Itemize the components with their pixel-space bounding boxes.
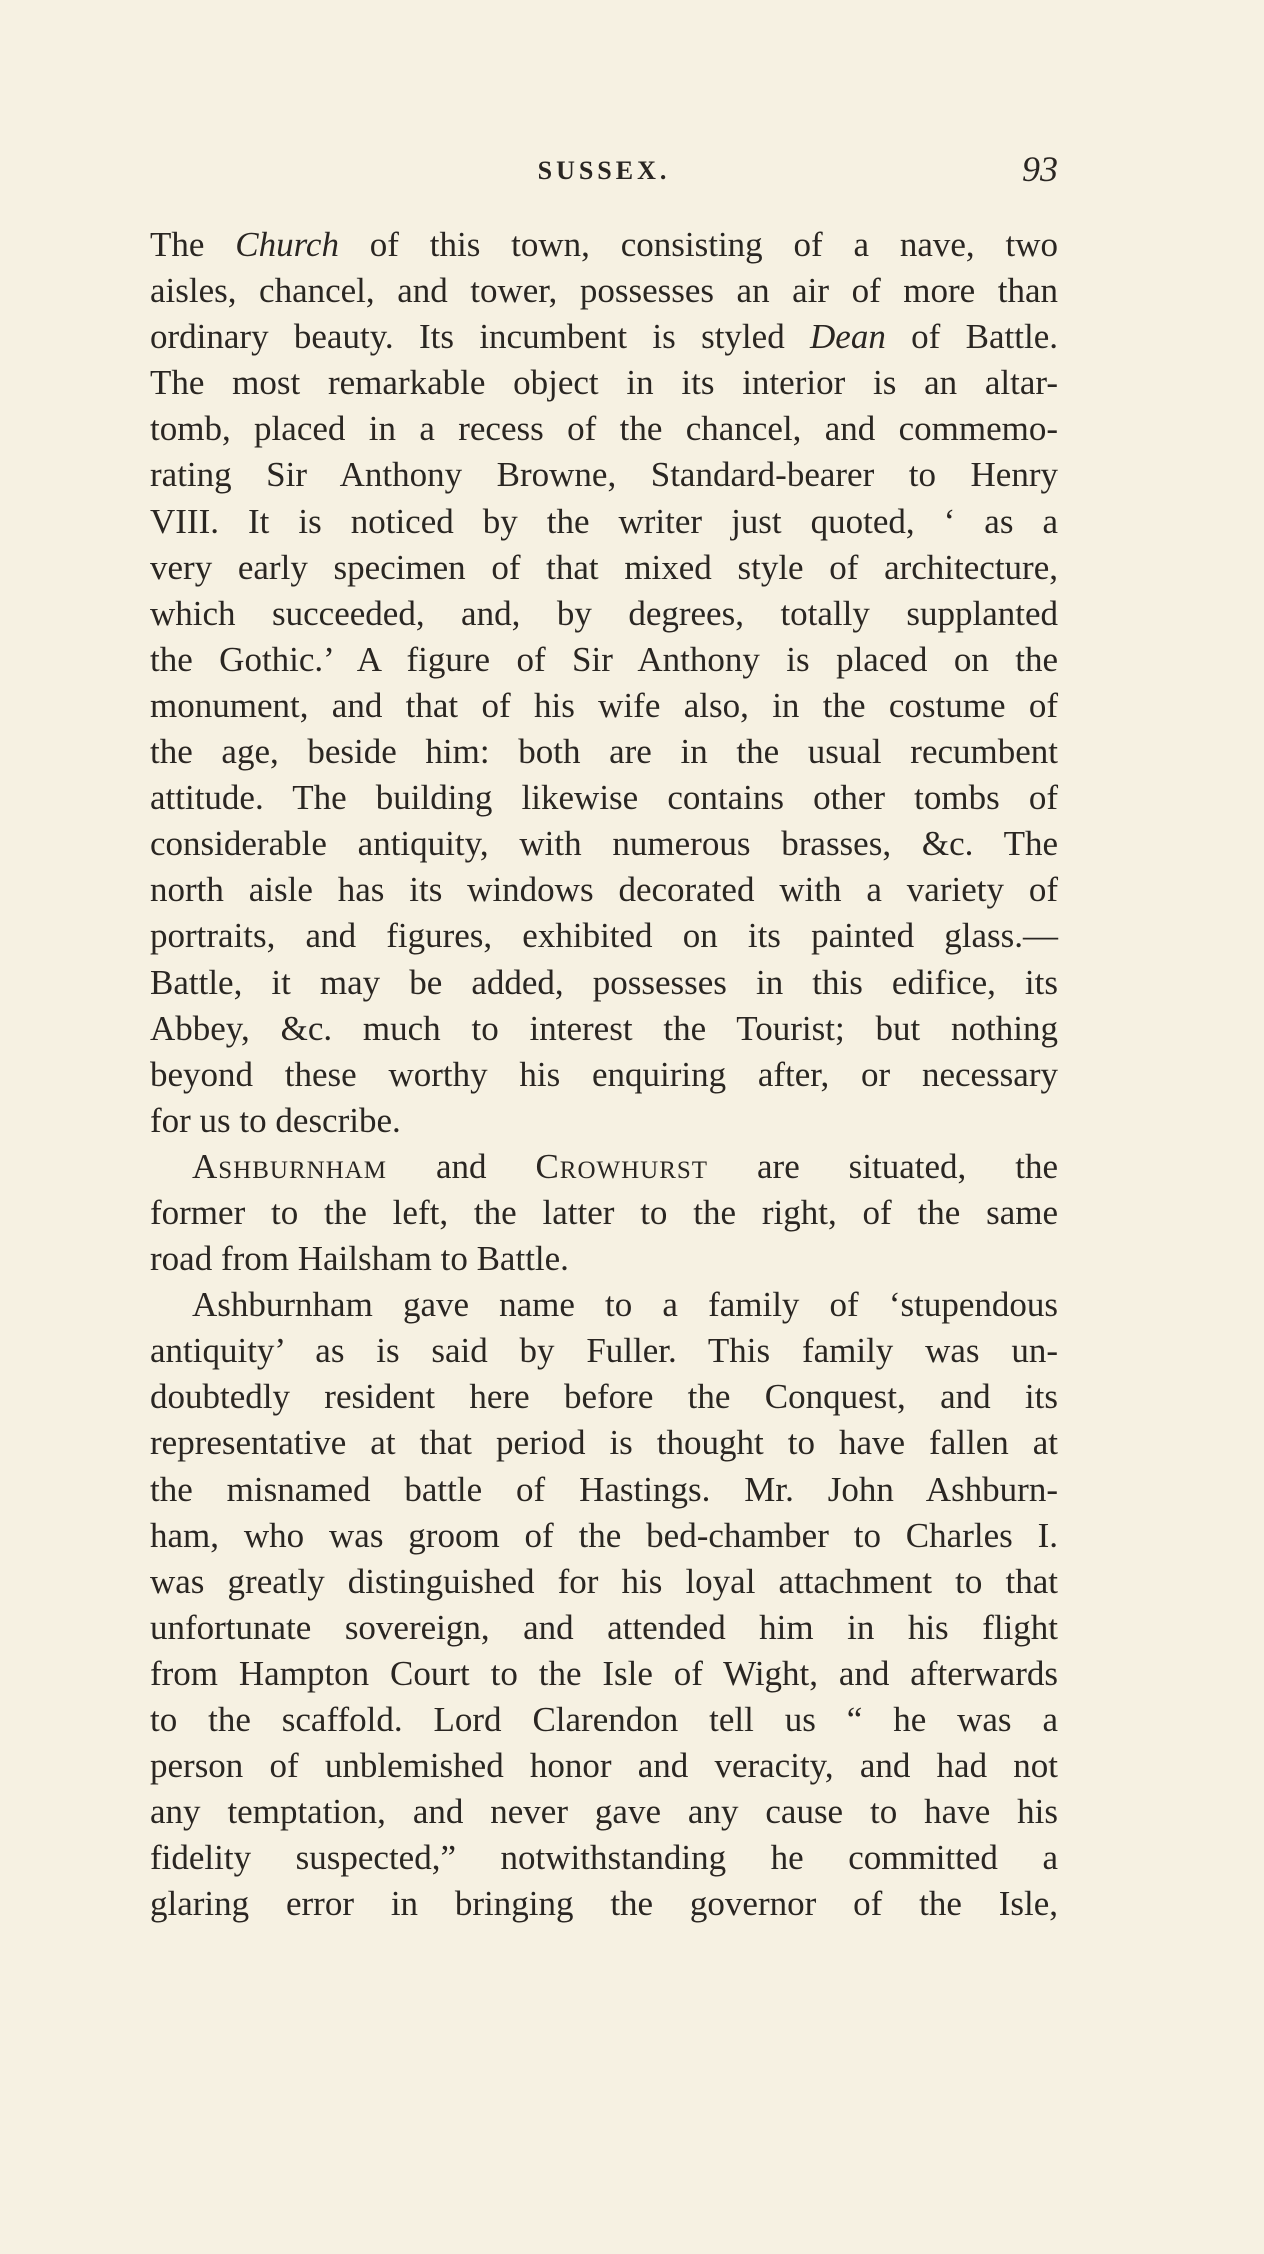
text-run: The — [150, 225, 236, 264]
text-run: Ashburnham gave name to a family of ‘stupendous — [192, 1285, 1058, 1325]
small-caps-text: Crowhurst — [535, 1146, 709, 1186]
text-line — [150, 1236, 1058, 1282]
text-run: attitude. The building likewise contains other tombs of — [150, 778, 1058, 818]
text-line — [150, 1513, 1058, 1559]
text-run: aisles, chancel, and tower, possesses an air of more than — [150, 271, 1058, 311]
text-line — [150, 867, 1058, 913]
text-run: road from Hailsham to Battle. — [150, 1239, 569, 1279]
text-run: any temptation, and never gave any cause to have his — [150, 1792, 1058, 1832]
text-run: tomb, placed in a recess of the chancel, and commemo- — [150, 409, 1058, 449]
text-line — [150, 1467, 1058, 1513]
text-run: the age, beside him: both are in the usual recumbent — [150, 732, 1058, 772]
text-line — [150, 406, 1058, 452]
text-line — [150, 683, 1058, 729]
text-run: rating Sir Anthony Browne, Standard-bearer to Henry — [150, 455, 1058, 495]
text-run: ordinary beauty. Its incumbent is styled — [150, 317, 811, 357]
text-line — [150, 1282, 1058, 1328]
text-line — [150, 1697, 1058, 1743]
text-line — [150, 1052, 1058, 1098]
text-run: considerable antiquity, with numerous brasses, &c. The — [150, 824, 1058, 864]
text-run: Battle, it may be added, possesses in this edifice, its — [150, 962, 1058, 1002]
text-run: fidelity suspected,” notwithstanding he committed a — [150, 1838, 1058, 1878]
text-run: and — [387, 1146, 536, 1186]
text-run: person of unblemished honor and veracity, and had not — [150, 1746, 1058, 1786]
text-line — [150, 1420, 1058, 1466]
text-line — [150, 1789, 1058, 1835]
text-run: very early specimen of that mixed style of architecture, — [150, 547, 1058, 587]
text-line — [150, 729, 1058, 775]
text-run: portraits, and figures, exhibited on its painted glass.— — [150, 916, 1058, 956]
text-line — [150, 1144, 1058, 1190]
text-line — [150, 314, 1058, 360]
text-line — [150, 1374, 1058, 1420]
text-line — [150, 1651, 1058, 1697]
page-header — [150, 148, 1058, 198]
text-line — [150, 1328, 1058, 1374]
text-run: representative at that period is thought to have fallen at — [150, 1423, 1058, 1463]
page-number: 93 — [1022, 149, 1058, 189]
text-run: to the scaffold. Lord Clarendon tell us “ he was a — [150, 1700, 1058, 1739]
text-line — [150, 1006, 1058, 1052]
text-line — [150, 1605, 1058, 1651]
text-run: of Battle. — [885, 317, 1058, 357]
text-run: Abbey, &c. much to interest the Tourist; but nothing — [150, 1008, 1058, 1048]
text-line — [150, 545, 1058, 591]
text-run: from Hampton Court to the Isle of Wight, and afterwards — [150, 1653, 1058, 1693]
small-caps-text: Ashburnham — [192, 1146, 388, 1186]
text-line — [150, 499, 1058, 545]
text-line — [150, 1743, 1058, 1789]
text-run: glaring error in bringing the governor of the Isle, — [150, 1884, 1058, 1924]
italic-text: Church — [235, 225, 339, 264]
text-run: are situated, the — [708, 1146, 1058, 1186]
text-line — [150, 913, 1058, 959]
text-run: monument, and that of his wife also, in the costume of — [150, 685, 1058, 725]
text-run: ham, who was groom of the bed-chamber to Charles I. — [150, 1515, 1058, 1555]
text-run: former to the left, the latter to the right, of the same — [150, 1192, 1058, 1232]
text-line — [150, 821, 1058, 867]
text-run: unfortunate sovereign, and attended him in his flight — [150, 1607, 1058, 1647]
text-line — [150, 1835, 1058, 1881]
text-run: which succeeded, and, by degrees, totally supplanted — [150, 593, 1058, 633]
text-line — [150, 452, 1058, 498]
text-run: the Gothic.’ A figure of Sir Anthony is placed on the — [150, 639, 1058, 679]
text-run: antiquity’ as is said by Fuller. This family was un- — [150, 1331, 1058, 1371]
text-line — [150, 268, 1058, 314]
text-run: of this town, consisting of a nave, two — [338, 225, 1058, 264]
text-run: north aisle has its windows decorated with a variety of — [150, 870, 1058, 910]
running-head: SUSSEX. — [537, 156, 671, 185]
text-line — [150, 960, 1058, 1006]
text-run: doubtedly resident here before the Conquest, and its — [150, 1377, 1058, 1417]
italic-text: Dean — [810, 317, 886, 357]
text-run: the misnamed battle of Hastings. Mr. John Ashburn- — [150, 1469, 1058, 1509]
text-line — [150, 1098, 1058, 1144]
text-line — [150, 1190, 1058, 1236]
text-run: was greatly distinguished for his loyal attachment to that — [150, 1561, 1058, 1601]
text-line — [150, 1559, 1058, 1605]
text-line — [150, 222, 1058, 268]
body-text — [150, 222, 1058, 1927]
text-run: for us to describe. — [150, 1100, 401, 1140]
text-run: beyond these worthy his enquiring after, or necessary — [150, 1054, 1058, 1094]
text-line — [150, 775, 1058, 821]
text-run: The most remarkable object in its interior is an altar- — [150, 363, 1058, 403]
text-line — [150, 1881, 1058, 1927]
text-line — [150, 637, 1058, 683]
text-line — [150, 360, 1058, 406]
text-line — [150, 591, 1058, 637]
text-run: VIII. It is noticed by the writer just quoted, ‘ as a — [150, 501, 1058, 541]
